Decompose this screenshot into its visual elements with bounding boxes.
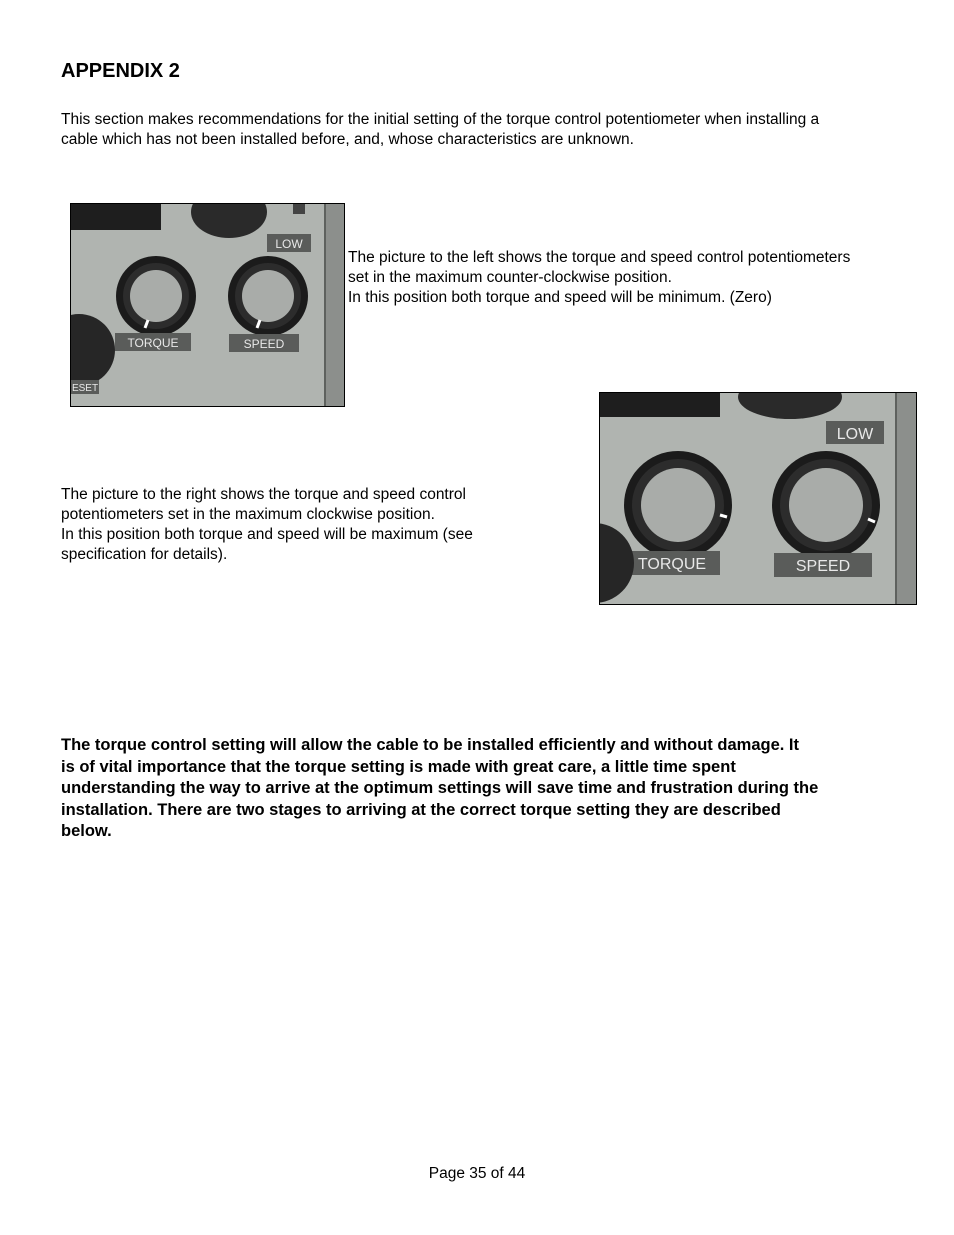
control-panel-photo-minimum: [70, 203, 345, 407]
caption-line: The picture to the left shows the torque and speed control potentiometers: [348, 249, 851, 266]
page-number: Page 35 of 44: [428, 1165, 526, 1182]
caption-line: The picture to the right shows the torque and speed control: [61, 486, 466, 503]
low-label: LOW: [836, 426, 874, 443]
paragraph-line: understanding the way to arrive at the optimum settings will save time and frustration during the: [61, 779, 819, 797]
control-panel-illustration: [600, 393, 916, 604]
right-photo-caption: [61, 485, 473, 565]
caption-line: In this position both torque and speed will be maximum (see: [61, 526, 473, 543]
reset-label: ESET: [71, 383, 99, 394]
paragraph-line: installation. There are two stages to arriving at the correct torque setting they are described: [61, 800, 781, 819]
intro-line: This section makes recommendations for the initial setting of the torque control potentiometer when installing a: [61, 111, 820, 128]
control-panel-photo-maximum: [599, 392, 917, 605]
paragraph-line: below.: [61, 822, 112, 840]
low-label: LOW: [275, 237, 303, 251]
control-panel-illustration: [71, 204, 344, 406]
intro-paragraph: [61, 110, 911, 150]
caption-line: specification for details).: [61, 546, 228, 563]
caption-line: In this position both torque and speed will be minimum. (Zero): [348, 289, 772, 306]
torque-label: TORQUE: [637, 556, 707, 573]
torque-setting-paragraph: [61, 735, 931, 843]
speed-label: SPEED: [795, 558, 851, 575]
speed-label: SPEED: [243, 337, 285, 351]
intro-line: cable which has not been installed before, and, whose characteristics are unknown.: [61, 131, 634, 148]
page-heading: APPENDIX 2: [61, 60, 180, 82]
caption-line: set in the maximum counter-clockwise position.: [348, 269, 672, 286]
paragraph-line: The torque control setting will allow the cable to be installed efficiently and without damage. It: [61, 736, 799, 754]
paragraph-line: is of vital importance that the torque setting is made with great care, a little time spent: [61, 757, 736, 776]
caption-line: potentiometers set in the maximum clockwise position.: [61, 506, 435, 523]
left-photo-caption: [348, 248, 850, 308]
torque-label: TORQUE: [127, 336, 179, 350]
